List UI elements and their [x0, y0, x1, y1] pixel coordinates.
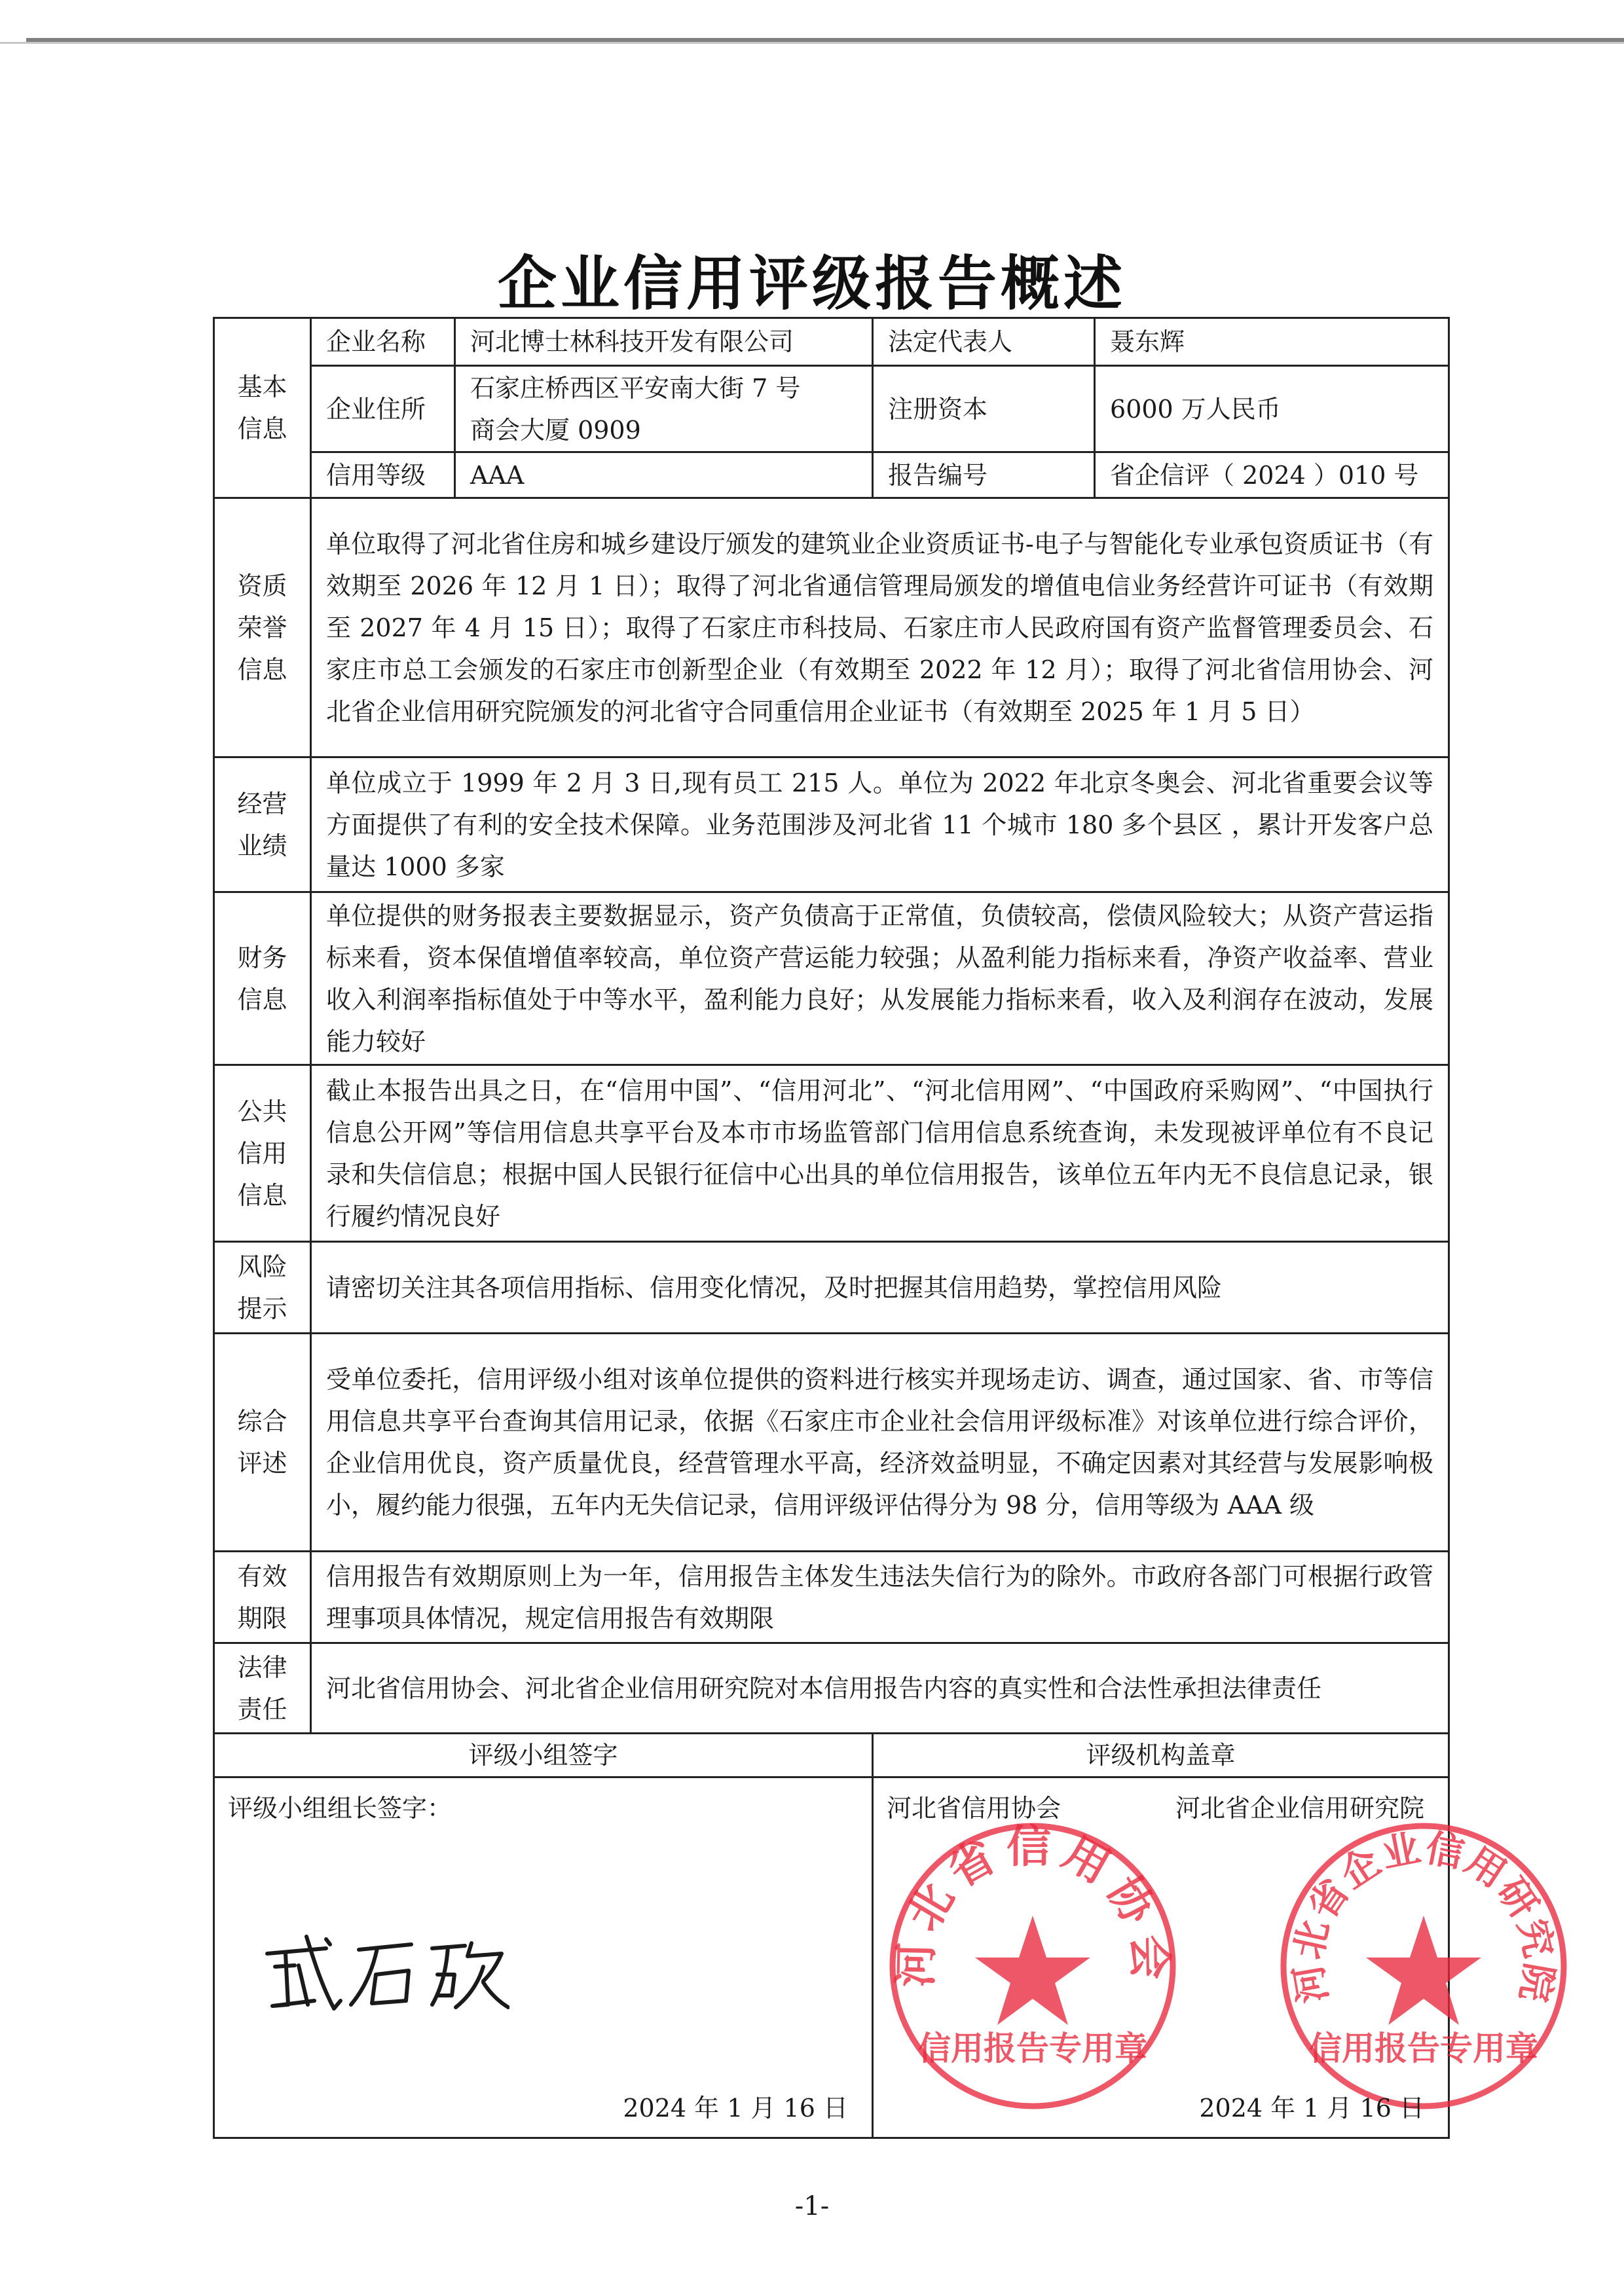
org-name-credit-association: 河北省信用协会	[887, 1794, 1061, 1823]
scan-edge-shadow	[0, 42, 1624, 44]
page-number: -1-	[794, 2191, 830, 2221]
report-no-value: 省企信评（ 2024 ）010 号	[1095, 452, 1449, 498]
section-category	[214, 498, 311, 757]
capital-label: 注册资本	[873, 366, 1095, 452]
svg-text:河北省企业信用研究院: 河北省企业信用研究院	[1285, 1825, 1562, 2007]
risk-text: 请密切关注其各项信用指标、信用变化情况，及时把握其信用趋势，掌控信用风险	[311, 1242, 1449, 1334]
seal-org-cell	[873, 1777, 1562, 2138]
credit-association-seal-icon	[879, 1812, 1187, 2120]
section-category-label: 法律 责任	[237, 1652, 287, 1724]
address-value: 石家庄桥西区平安南大街 7 号 商会大厦 0909	[455, 366, 873, 452]
section-category	[214, 1065, 311, 1242]
section-category-label: 公共 信用 信息	[237, 1097, 287, 1210]
section-category	[214, 1334, 311, 1552]
legal-text: 河北省信用协会、河北省企业信用研究院对本信用报告内容的真实性和合法性承担法律责任	[311, 1643, 1449, 1734]
section-category-label: 财务 信息	[237, 943, 287, 1014]
section-category-label: 经营 业绩	[237, 789, 287, 860]
company-name-label: 企业名称	[311, 318, 455, 366]
handwritten-signature	[261, 1927, 509, 2019]
section-category-label: 综合 评述	[237, 1407, 287, 1478]
report-title: 企业信用评级报告概述	[498, 249, 1126, 318]
section-category	[214, 1643, 311, 1734]
basic-info-category-label: 基本 信息	[237, 373, 287, 443]
capital-value: 6000 万人民币	[1095, 366, 1449, 452]
section-category	[214, 1242, 311, 1334]
financial-text: 单位提供的财务报表主要数据显示，资产负债高于正常值，负债较高，偿债风险较大；从资产营运指标来看，资本保值增值率较高，单位资产营运能力较强；从盈利能力指标来看，净资产收益率、营业收入利润率指标值处于中等水平，盈利能力良好；从发展能力指标来看，收入及利润存在波动，发展能力较好	[311, 892, 1449, 1065]
sign-date: 2024 年 1 月 16 日	[623, 2094, 848, 2123]
seal-date: 2024 年 1 月 16 日	[1199, 2094, 1425, 2123]
legal-rep-label: 法定代表人	[873, 318, 1095, 366]
leader-sign-label: 评级小组组长签字：	[228, 1794, 452, 1823]
section-category-label: 资质 荣誉 信息	[237, 571, 287, 684]
company-name-value: 河北博士林科技开发有限公司	[455, 318, 873, 366]
section-category	[214, 757, 311, 892]
section-category	[214, 1552, 311, 1643]
sign-group-cell	[214, 1777, 873, 2138]
svg-text:信用报告专用章: 信用报告专用章	[1309, 2030, 1538, 2068]
section-category-label: 风险 提示	[237, 1252, 287, 1323]
review-text: 受单位委托，信用评级小组对该单位提供的资料进行核实并现场走访、调查，通过国家、省、市等信用信息共享平台查询其信用记录，依据《石家庄市企业社会信用评级标准》对该单位进行综合评价，企业信用优良，资产质量优良，经营管理水平高，经济效益明显，不确定因素对其经营与发展影响极小，履约能力很强，五年内无失信记录，信用评级评估得分为 98 分，信用等级为 AAA 级	[311, 1334, 1449, 1552]
credit-institute-seal-icon	[1270, 1812, 1578, 2120]
grade-label: 信用等级	[311, 452, 455, 498]
validity-text: 信用报告有效期原则上为一年，信用报告主体发生违法失信行为的除外。市政府各部门可根据行政管理事项具体情况，规定信用报告有效期限	[311, 1552, 1449, 1643]
sign-group-header: 评级小组签字	[214, 1734, 873, 1777]
svg-text:河北省信用协会: 河北省信用协会	[890, 1821, 1175, 1988]
report-table	[213, 317, 1562, 2139]
svg-text:信用报告专用章: 信用报告专用章	[918, 2030, 1147, 2068]
basic-info-category	[214, 318, 311, 498]
legal-rep-value: 聂东辉	[1095, 318, 1449, 366]
qualification-text: 单位取得了河北省住房和城乡建设厅颁发的建筑业企业资质证书-电子与智能化专业承包资质证书（有效期至 2026 年 12 月 1 日）；取得了河北省通信管理局颁发的增值电信业务经营许可证书（有效期至 2027 年 4 月 15 日）；取得了石家庄市科技局、石家庄市人民政府国有资产监督管理委员会、石家庄市总工会颁发的石家庄市创新型企业（有效期至 2022 年 12 月）；取得了河北省信用协会、河北省企业信用研究院颁发的河北省守合同重信用企业证书（有效期至 2025 年 1 月 5 日）	[311, 498, 1449, 757]
section-category-label: 有效 期限	[237, 1561, 287, 1633]
report-no-label: 报告编号	[873, 452, 1095, 498]
public-credit-text: 截止本报告出具之日，在“信用中国”、“信用河北”、“河北信用网”、“中国政府采购网”、“中国执行信息公开网”等信用信息共享平台及本市市场监管部门信用信息系统查询，未发现被评单位有不良记录和失信信息；根据中国人民银行征信中心出具的单位信用报告，该单位五年内无不良信息记录，银行履约情况良好	[311, 1065, 1449, 1242]
performance-text: 单位成立于 1999 年 2 月 3 日,现有员工 215 人。单位为 2022 年北京冬奥会、河北省重要会议等方面提供了有利的安全技术保障。业务范围涉及河北省 11 个城市 180 多个县区 ，累计开发客户总量达 1000 多家	[311, 757, 1449, 892]
section-category	[214, 892, 311, 1065]
seal-org-header: 评级机构盖章	[873, 1734, 1449, 1777]
address-label: 企业住所	[311, 366, 455, 452]
grade-value: AAA	[455, 452, 873, 498]
org-name-credit-institute: 河北省企业信用研究院	[1175, 1794, 1425, 1823]
